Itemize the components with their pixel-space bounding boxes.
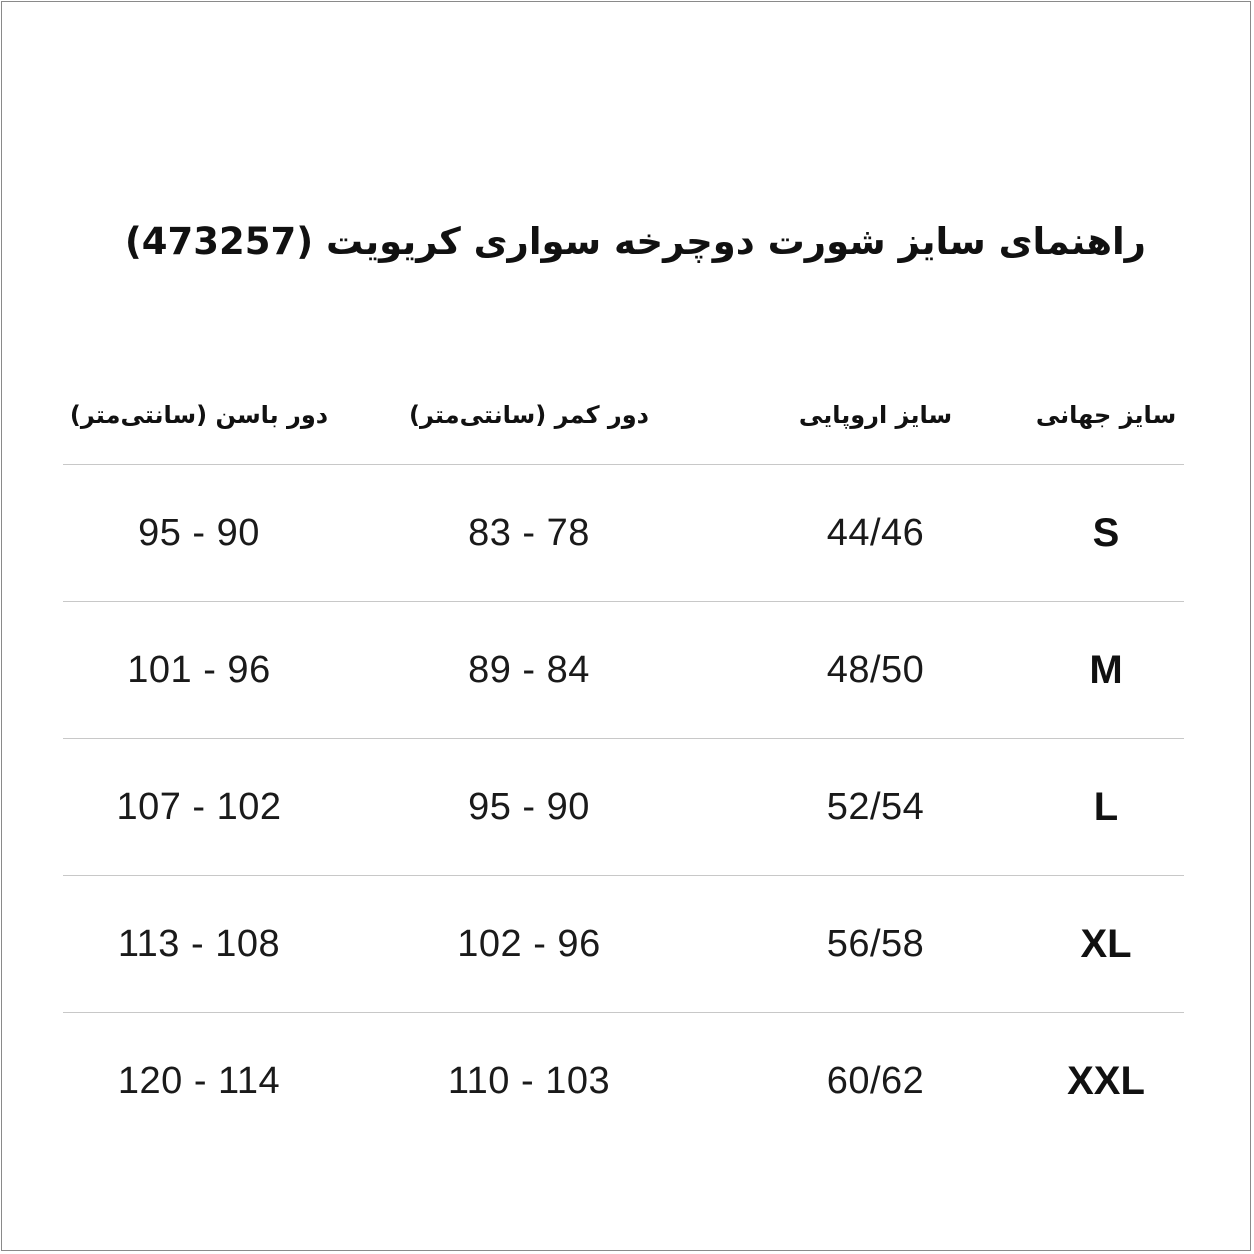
hip-cell: 107 - 102 (116, 785, 282, 828)
waist-cell: 83 - 78 (468, 511, 590, 554)
waist-cell: 89 - 84 (468, 648, 590, 691)
hip-cell: 101 - 96 (127, 648, 271, 691)
global-size-cell: M (1089, 647, 1123, 692)
eu-size-cell: 48/50 (826, 648, 925, 691)
hip-cell: 95 - 90 (138, 511, 260, 554)
header-waist: دور کمر (سانتی‌متر) (409, 401, 649, 429)
page-title: راهنمای سایز شورت دوچرخه سواری کریویت (473257) (124, 220, 1146, 263)
table-row (63, 875, 1184, 1012)
table-header-row (63, 366, 1184, 464)
global-size-cell: L (1093, 784, 1119, 829)
eu-size-cell: 52/54 (826, 785, 925, 828)
global-size-cell: S (1092, 510, 1120, 555)
global-size-cell: XXL (1067, 1058, 1145, 1103)
header-global-size: سایز جهانی (1035, 401, 1177, 429)
waist-cell: 102 - 96 (457, 922, 601, 965)
waist-cell: 95 - 90 (468, 785, 590, 828)
size-chart-table (63, 366, 1184, 1149)
table-row (63, 738, 1184, 875)
header-hip: دور باسن (سانتی‌متر) (69, 401, 329, 429)
eu-size-cell: 60/62 (826, 1059, 925, 1102)
hip-cell: 113 - 108 (117, 922, 281, 965)
header-eu-size: سایز اروپایی (798, 401, 953, 429)
table-row (63, 1012, 1184, 1149)
global-size-cell: XL (1080, 921, 1132, 966)
eu-size-cell: 44/46 (826, 511, 925, 554)
table-row (63, 601, 1184, 738)
hip-cell: 120 - 114 (117, 1059, 281, 1102)
table-row (63, 464, 1184, 601)
waist-cell: 110 - 103 (447, 1059, 611, 1102)
eu-size-cell: 56/58 (826, 922, 925, 965)
